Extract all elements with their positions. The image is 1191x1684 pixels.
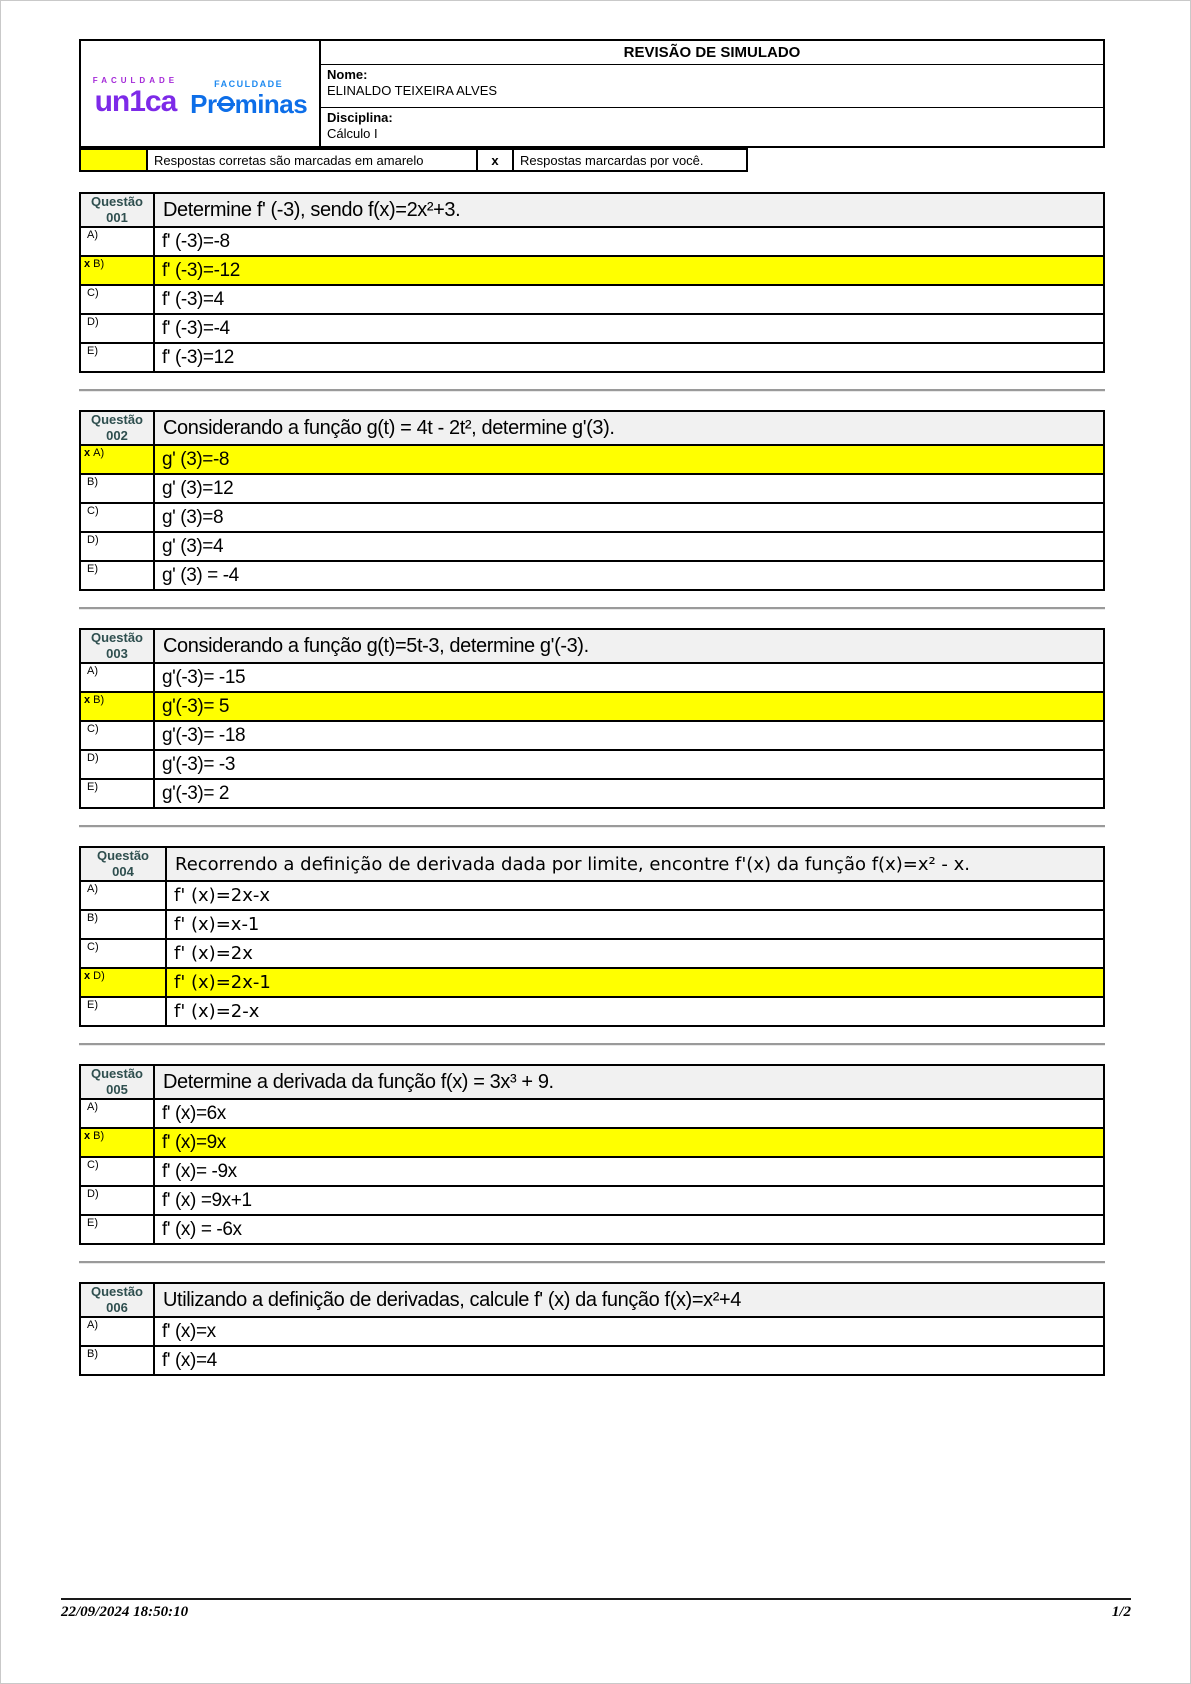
option-label-cell	[80, 968, 166, 997]
legend-marker: x	[477, 149, 513, 171]
option-row	[80, 445, 1104, 474]
option-marker: x	[84, 447, 91, 459]
option-row	[80, 1099, 1104, 1128]
option-label-cell	[80, 1128, 154, 1157]
option-row	[80, 939, 1104, 968]
option-row	[80, 1186, 1104, 1215]
header-table	[79, 39, 1105, 148]
option-row	[80, 474, 1104, 503]
option-label-cell	[80, 939, 166, 968]
question-badge	[80, 1283, 154, 1317]
option-row	[80, 343, 1104, 372]
question-table	[79, 410, 1105, 591]
option-label-cell	[80, 1215, 154, 1244]
legend-marked-note: Respostas marcardas por você.	[513, 149, 747, 171]
option-marker: x	[84, 258, 91, 270]
option-text: f' (x)=2-x	[166, 997, 1104, 1026]
option-row	[80, 881, 1104, 910]
option-text: g'(-3)= 2	[154, 779, 1104, 808]
option-row	[80, 997, 1104, 1026]
option-letter: C)	[87, 941, 99, 953]
option-text: g' (3) = -4	[154, 561, 1104, 590]
option-row	[80, 968, 1104, 997]
option-row	[80, 314, 1104, 343]
question-header-row	[80, 1283, 1104, 1317]
logo-unica-wordmark: un1ca	[94, 85, 177, 118]
question-table	[79, 1064, 1105, 1245]
option-letter: E)	[87, 999, 98, 1011]
option-text: f' (x)=2x	[166, 939, 1104, 968]
option-letter: C)	[87, 287, 99, 299]
question-table	[79, 628, 1105, 809]
question-divider	[79, 389, 1105, 392]
option-row	[80, 1346, 1104, 1375]
option-letter: C)	[87, 505, 99, 517]
question-table	[79, 1282, 1105, 1376]
option-marker: x	[84, 694, 91, 706]
option-text: f' (x)=9x	[154, 1128, 1104, 1157]
footer-rule	[61, 1598, 1131, 1600]
option-text: f' (x)=x	[154, 1317, 1104, 1346]
option-row	[80, 721, 1104, 750]
option-text: f' (x)= -9x	[154, 1157, 1104, 1186]
question-badge	[80, 411, 154, 445]
question-badge	[80, 629, 154, 663]
option-letter: E)	[87, 563, 98, 575]
question-header-row	[80, 411, 1104, 445]
question-badge	[80, 1065, 154, 1099]
question-number: 005	[106, 1082, 128, 1097]
question-divider	[79, 607, 1105, 610]
question-badge-word: Questão	[90, 630, 143, 646]
option-label-cell	[80, 474, 154, 503]
questions	[79, 192, 1105, 1376]
option-label-cell	[80, 1186, 154, 1215]
legend-correct-note: Respostas corretas são marcadas em amarelo	[147, 149, 477, 171]
option-text: f' (x) =9x+1	[154, 1186, 1104, 1215]
option-row	[80, 1128, 1104, 1157]
logo-cell	[80, 40, 320, 147]
discipline-label: Disciplina:	[327, 109, 393, 125]
footer-timestamp: 22/09/2024 18:50:10	[61, 1604, 189, 1620]
question-title: Determine a derivada da função f(x) = 3x³ + 9.	[154, 1065, 1104, 1099]
option-text: f' (-3)=-12	[154, 256, 1104, 285]
option-row	[80, 1215, 1104, 1244]
option-row	[80, 532, 1104, 561]
option-label-cell	[80, 561, 154, 590]
option-row	[80, 692, 1104, 721]
option-letter: C)	[87, 723, 99, 735]
logo-prominas-post: minas	[234, 89, 308, 119]
option-letter: A)	[87, 1319, 98, 1331]
logo-prominas-o-icon	[218, 96, 234, 112]
option-label-cell	[80, 910, 166, 939]
option-text: g'(-3)= 5	[154, 692, 1104, 721]
option-marker: x	[84, 970, 91, 982]
option-row	[80, 503, 1104, 532]
option-letter: B)	[87, 912, 98, 924]
question-number: 003	[106, 646, 128, 661]
option-text: g' (3)=12	[154, 474, 1104, 503]
option-label-cell	[80, 750, 154, 779]
option-letter: B)	[87, 1348, 98, 1360]
option-row	[80, 1317, 1104, 1346]
option-text: g' (3)=4	[154, 532, 1104, 561]
option-label-cell	[80, 881, 166, 910]
option-letter: C)	[87, 1159, 99, 1171]
option-label-cell	[80, 256, 154, 285]
question-title: Considerando a função g(t) = 4t - 2t², determine g'(3).	[154, 411, 1104, 445]
logo-prominas-wordmark	[190, 91, 307, 117]
option-text: f' (x)=6x	[154, 1099, 1104, 1128]
option-text: f' (x)=x-1	[166, 910, 1104, 939]
option-letter: A)	[87, 883, 98, 895]
option-text: f' (-3)=-4	[154, 314, 1104, 343]
option-label-cell	[80, 1317, 154, 1346]
logo-prominas-faculdade-text: FACULDADE	[214, 79, 284, 89]
option-row	[80, 1157, 1104, 1186]
option-text: f' (-3)=12	[154, 343, 1104, 372]
question-divider	[79, 1261, 1105, 1264]
question-divider	[79, 825, 1105, 828]
footer	[61, 1598, 1131, 1621]
question-badge-word: Questão	[90, 1284, 143, 1300]
option-letter: D)	[87, 1188, 99, 1200]
option-text: f' (x) = -6x	[154, 1215, 1104, 1244]
option-marker: x	[84, 1130, 91, 1142]
option-letter: D)	[87, 316, 99, 328]
option-letter: D)	[93, 970, 105, 982]
option-letter: D)	[87, 752, 99, 764]
question-header-row	[80, 629, 1104, 663]
option-row	[80, 750, 1104, 779]
option-label-cell	[80, 285, 154, 314]
question-table	[79, 192, 1105, 373]
option-row	[80, 227, 1104, 256]
option-letter: B)	[93, 1130, 105, 1142]
option-text: g'(-3)= -15	[154, 663, 1104, 692]
question-title: Utilizando a definição de derivadas, calcule f' (x) da função f(x)=x²+4	[154, 1283, 1104, 1317]
option-label-cell	[80, 343, 154, 372]
option-text: f' (x)=2x-1	[166, 968, 1104, 997]
option-label-cell	[80, 1157, 154, 1186]
question-header-row	[80, 847, 1104, 881]
option-label-cell	[80, 314, 154, 343]
option-letter: E)	[87, 1217, 98, 1229]
option-text: g' (3)=8	[154, 503, 1104, 532]
logo-unica-faculdade-text: FACULDADE	[92, 76, 179, 85]
option-text: g'(-3)= -3	[154, 750, 1104, 779]
option-row	[80, 779, 1104, 808]
question-number: 002	[106, 428, 128, 443]
question-badge-word: Questão	[96, 848, 149, 864]
logo-faculdade-unica	[93, 77, 178, 117]
report-title: REVISÃO DE SIMULADO	[320, 40, 1104, 64]
question-title: Considerando a função g(t)=5t-3, determine g'(-3).	[154, 629, 1104, 663]
name-value: ELINALDO TEIXEIRA ALVES	[327, 82, 498, 98]
option-letter: A)	[93, 447, 105, 459]
name-label: Nome:	[327, 66, 368, 82]
option-letter: B)	[93, 258, 105, 270]
option-label-cell	[80, 532, 154, 561]
option-row	[80, 910, 1104, 939]
option-label-cell	[80, 445, 154, 474]
option-letter: E)	[87, 781, 98, 793]
question-title: Recorrendo a definição de derivada dada por limite, encontre f'(x) da função f(x)=x² - x.	[166, 847, 1104, 881]
question-header-row	[80, 1065, 1104, 1099]
option-label-cell	[80, 1346, 154, 1375]
option-letter: A)	[87, 229, 98, 241]
question-header-row	[80, 193, 1104, 227]
option-row	[80, 285, 1104, 314]
question-number: 004	[112, 864, 134, 879]
discipline-cell	[320, 107, 1104, 147]
question-badge-word: Questão	[90, 194, 143, 210]
option-text: f' (-3)=4	[154, 285, 1104, 314]
option-label-cell	[80, 692, 154, 721]
footer-page-number: 1/2	[1111, 1604, 1131, 1620]
logo-faculdade-prominas	[190, 80, 307, 117]
logo-prominas-pre: Pr	[190, 89, 217, 119]
discipline-value: Cálculo I	[327, 125, 378, 141]
option-text: f' (x)=4	[154, 1346, 1104, 1375]
option-letter: B)	[87, 476, 98, 488]
logo	[93, 77, 307, 117]
option-letter: A)	[87, 665, 98, 677]
option-label-cell	[80, 721, 154, 750]
option-label-cell	[80, 779, 154, 808]
option-row	[80, 561, 1104, 590]
option-label-cell	[80, 227, 154, 256]
option-letter: B)	[93, 694, 105, 706]
legend	[79, 148, 748, 172]
option-text: f' (-3)=-8	[154, 227, 1104, 256]
option-letter: A)	[87, 1101, 98, 1113]
question-number: 006	[106, 1300, 128, 1315]
question-badge	[80, 193, 154, 227]
question-table	[79, 846, 1105, 1027]
question-title: Determine f' (-3), sendo f(x)=2x²+3.	[154, 193, 1104, 227]
option-letter: D)	[87, 534, 99, 546]
option-row	[80, 256, 1104, 285]
option-text: g' (3)=-8	[154, 445, 1104, 474]
option-label-cell	[80, 663, 154, 692]
legend-yellow-swatch	[80, 149, 147, 171]
option-label-cell	[80, 997, 166, 1026]
question-number: 001	[106, 210, 128, 225]
name-cell	[320, 64, 1104, 107]
question-badge-word: Questão	[90, 1066, 143, 1082]
option-letter: E)	[87, 345, 98, 357]
option-text: g'(-3)= -18	[154, 721, 1104, 750]
option-label-cell	[80, 1099, 154, 1128]
question-badge	[80, 847, 166, 881]
question-divider	[79, 1043, 1105, 1046]
option-text: f' (x)=2x-x	[166, 881, 1104, 910]
option-row	[80, 663, 1104, 692]
content	[79, 39, 1105, 1376]
question-badge-word: Questão	[90, 412, 143, 428]
option-label-cell	[80, 503, 154, 532]
